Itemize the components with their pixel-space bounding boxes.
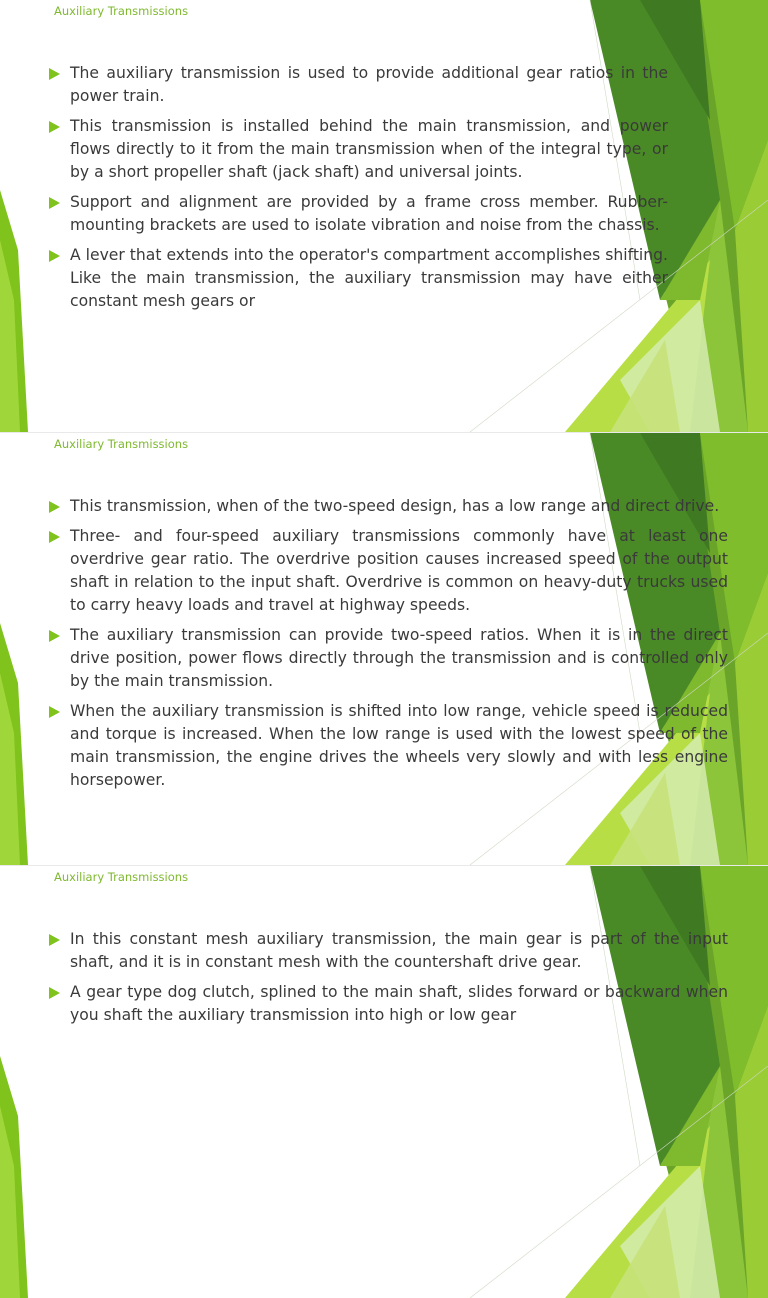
bullet-list bbox=[48, 928, 728, 1034]
bullet-text: The auxiliary transmission can provide two-speed ratios. When it is in the direct drive position, power flows directly through the transmission and is controlled only by the main transmission. bbox=[70, 626, 728, 690]
bullet-text: A lever that extends into the operator's compartment accomplishes shifting. Like the main transmission, the auxiliary transmission may have either constant mesh gears or bbox=[70, 246, 668, 310]
bullet-list bbox=[48, 495, 728, 799]
slide-title: Auxiliary Transmissions bbox=[54, 4, 189, 18]
bullet-arrow-icon bbox=[49, 531, 60, 543]
bullet-arrow-icon bbox=[49, 68, 60, 80]
bullet-item bbox=[48, 981, 728, 1027]
bullet-arrow-icon bbox=[49, 501, 60, 513]
bullet-item bbox=[48, 115, 668, 184]
bullet-arrow-icon bbox=[49, 250, 60, 262]
bullet-text: Three- and four-speed auxiliary transmissions commonly have at least one overdrive gear ratio. The overdrive position causes increased speed of the output shaft in relation to the input shaft. Overdrive is common on heavy-duty trucks used to carry heavy loads and travel at highway speeds. bbox=[70, 527, 728, 614]
bullet-item bbox=[48, 700, 728, 792]
slide-title: Auxiliary Transmissions bbox=[54, 437, 189, 451]
bullet-text: A gear type dog clutch, splined to the main shaft, slides forward or backward when you shaft the auxiliary transmission into high or low gear bbox=[70, 983, 728, 1024]
slide-title: Auxiliary Transmissions bbox=[54, 870, 189, 884]
bullet-text: This transmission, when of the two-speed design, has a low range and direct drive. bbox=[70, 497, 720, 515]
bullet-arrow-icon bbox=[49, 197, 60, 209]
bullet-text: Support and alignment are provided by a frame cross member. Rubber-mounting brackets are used to isolate vibration and noise from the chassis. bbox=[70, 193, 668, 234]
bullet-text: This transmission is installed behind the main transmission, and power flows directly to it from the main transmission when of the integral type, or by a short propeller shaft (jack shaft) and universal joints. bbox=[70, 117, 668, 181]
bullet-text: The auxiliary transmission is used to provide additional gear ratios in the power train. bbox=[70, 64, 668, 105]
slide-2 bbox=[0, 433, 768, 865]
slide-1 bbox=[0, 0, 768, 432]
bullet-item bbox=[48, 244, 668, 313]
bullet-item bbox=[48, 495, 728, 518]
bullet-item bbox=[48, 191, 668, 237]
bullet-text: When the auxiliary transmission is shifted into low range, vehicle speed is reduced and torque is increased. When the low range is used with the lowest speed of the main transmission, the engine drives the wheels very slowly and with less engine horsepower. bbox=[70, 702, 728, 789]
bullet-text: In this constant mesh auxiliary transmission, the main gear is part of the input shaft, and it is in constant mesh with the countershaft drive gear. bbox=[70, 930, 728, 971]
bullet-arrow-icon bbox=[49, 706, 60, 718]
bullet-arrow-icon bbox=[49, 934, 60, 946]
bullet-arrow-icon bbox=[49, 987, 60, 999]
bullet-arrow-icon bbox=[49, 630, 60, 642]
bullet-item bbox=[48, 525, 728, 617]
bullet-item bbox=[48, 62, 668, 108]
bullet-item bbox=[48, 928, 728, 974]
slide-3 bbox=[0, 866, 768, 1298]
bullet-item bbox=[48, 624, 728, 693]
bullet-arrow-icon bbox=[49, 121, 60, 133]
bullet-list bbox=[48, 62, 668, 320]
